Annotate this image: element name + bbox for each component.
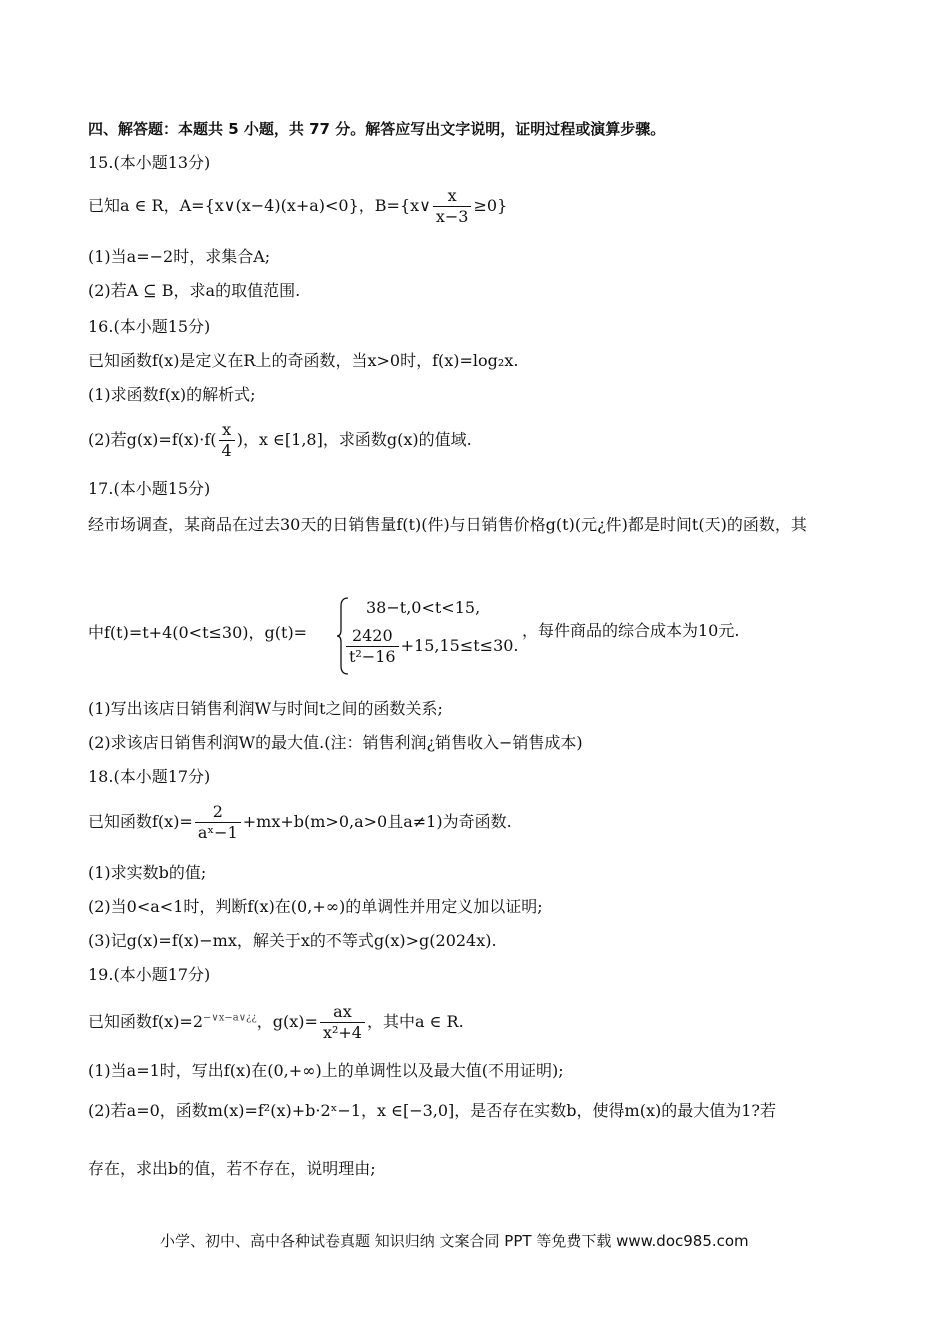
q16-frac-num: x bbox=[219, 420, 235, 441]
q17-case2-suffix: +15,15≤t≤30. bbox=[400, 636, 519, 655]
q15-stem-suffix: ≥0} bbox=[473, 196, 508, 215]
q17-part2: (2)求该店日销售利润W的最大值.(注：销售利润¿销售收入−销售成本) bbox=[88, 733, 583, 752]
q18-stem-prefix: 已知函数f(x)= bbox=[88, 812, 193, 831]
q17-case2-den: t²−16 bbox=[349, 647, 396, 666]
q15-title: 15.(本小题13分) bbox=[88, 153, 211, 172]
q18-part1: (1)求实数b的值; bbox=[88, 863, 207, 882]
q19-frac-num: ax bbox=[320, 1002, 365, 1023]
q17-stem2-suffix: ，每件商品的综合成本为10元. bbox=[522, 621, 740, 640]
q17-part1: (1)写出该店日销售利润W与时间t之间的函数关系; bbox=[88, 699, 443, 718]
q17-case2 bbox=[344, 626, 519, 667]
q17-case2-fraction bbox=[346, 626, 399, 667]
q15-part2: (2)若A ⊆ B，求a的取值范围. bbox=[88, 281, 301, 300]
q19-stem-suffix: ，其中a ∈ R. bbox=[366, 1012, 464, 1031]
q17-title: 17.(本小题15分) bbox=[88, 479, 211, 498]
q16-part1: (1)求函数f(x)的解析式; bbox=[88, 385, 256, 404]
q17-case2-num: 2420 bbox=[346, 626, 399, 647]
q18-title: 18.(本小题17分) bbox=[88, 767, 211, 786]
q19-stem-prefix: 已知函数f(x)=2 bbox=[88, 1012, 204, 1031]
q18-frac-num: 2 bbox=[195, 802, 241, 823]
q18-stem bbox=[88, 802, 512, 843]
q15-frac-den: x−3 bbox=[435, 207, 469, 226]
q15-part1: (1)当a=−2时，求集合A; bbox=[88, 247, 271, 266]
q18-part2: (2)当0<a<1时，判断f(x)在(0,+∞)的单调性并用定义加以证明; bbox=[88, 897, 543, 916]
q15-frac-num: x bbox=[433, 186, 472, 207]
q19-stem bbox=[88, 1002, 464, 1043]
q19-part1: (1)当a=1时，写出f(x)在(0,+∞)上的单调性以及最大值(不用证明); bbox=[88, 1061, 564, 1080]
q17-stem1: 经市场调查，某商品在过去30天的日销售量f(t)(件)与日销售价格g(t)(元¿件)都是时间t(天)的函数，其 bbox=[88, 515, 807, 534]
q16-fraction bbox=[219, 420, 235, 461]
q18-stem-suffix: +mx+b(m>0,a>0且a≠1)为奇函数. bbox=[242, 812, 512, 831]
q16-part2-suffix: )，x ∈[1,8]，求函数g(x)的值域. bbox=[236, 430, 472, 449]
q17-piecewise bbox=[336, 596, 526, 676]
q19-title: 19.(本小题17分) bbox=[88, 965, 211, 984]
q19-stem-mid: ，g(x)= bbox=[256, 1012, 318, 1031]
q19-part2-continued: 存在，求出b的值，若不存在，说明理由; bbox=[88, 1159, 376, 1178]
q18-frac-den: aˣ−1 bbox=[197, 823, 238, 842]
q15-fraction bbox=[433, 186, 472, 227]
q18-part3: (3)记g(x)=f(x)−mx，解关于x的不等式g(x)>g(2024x). bbox=[88, 931, 497, 950]
q16-stem: 已知函数f(x)是定义在R上的奇函数，当x>0时，f(x)=log₂x. bbox=[88, 351, 519, 370]
q16-part2 bbox=[88, 420, 472, 461]
q17-stem2-prefix: 中f(t)=t+4(0<t≤30)，g(t)= bbox=[88, 623, 308, 642]
section-header: 四、解答题：本题共 5 小题，共 77 分。解答应写出文字说明，证明过程或演算步骤。 bbox=[88, 120, 666, 138]
q19-part2: (2)若a=0，函数m(x)=f²(x)+b·2ˣ−1，x ∈[−3,0]，是否存在实数b，使得m(x)的最大值为1?若 bbox=[88, 1101, 776, 1120]
q19-fraction bbox=[320, 1002, 365, 1043]
q17-case1: 38−t,0<t<15, bbox=[366, 598, 481, 617]
q16-title: 16.(本小题15分) bbox=[88, 317, 211, 336]
q19-exponent: −∨x−a∨¿¿ bbox=[203, 1012, 257, 1024]
q15-stem bbox=[88, 186, 507, 227]
q16-frac-den: 4 bbox=[221, 441, 232, 460]
q16-part2-prefix: (2)若g(x)=f(x)·f( bbox=[88, 430, 217, 449]
q15-stem-prefix: 已知a ∈ R，A={x∨(x−4)(x+a)<0}，B={x∨ bbox=[88, 196, 431, 215]
page-footer: 小学、初中、高中各种试卷真题 知识归纳 文案合同 PPT 等免费下载 www.doc985.com bbox=[160, 1232, 749, 1250]
q19-frac-den: x²+4 bbox=[322, 1023, 362, 1042]
q18-fraction bbox=[195, 802, 241, 843]
